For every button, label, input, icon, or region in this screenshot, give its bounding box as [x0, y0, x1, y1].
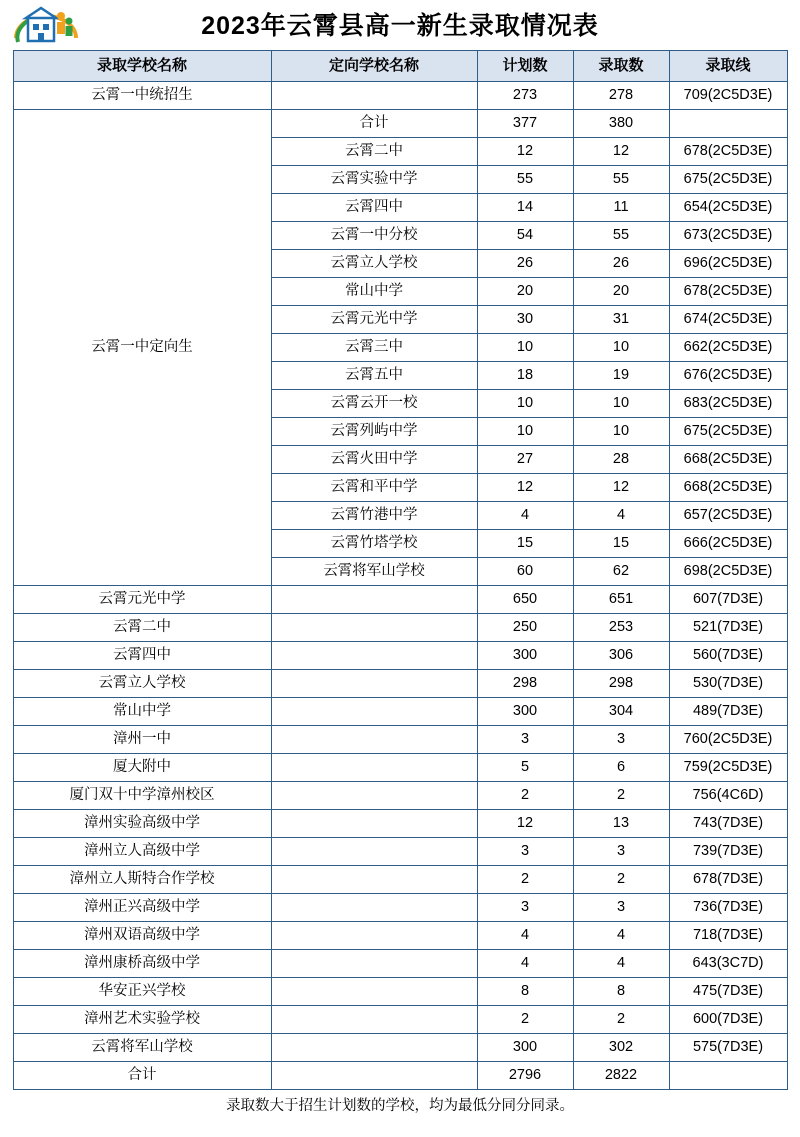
table-row [13, 754, 787, 782]
cell-target-school: 云霄五中 [271, 362, 477, 390]
cell-admitted: 380 [573, 110, 669, 138]
cell-plan: 10 [477, 390, 573, 418]
cell-plan: 3 [477, 726, 573, 754]
cell-admitted: 304 [573, 698, 669, 726]
cell-admitted: 3 [573, 726, 669, 754]
footnote: 录取数大于招生计划数的学校，均为最低分同分同录。 [226, 1098, 574, 1114]
cell-plan: 10 [477, 334, 573, 362]
cell-school: 华安正兴学校 [13, 978, 271, 1006]
cell-plan: 377 [477, 110, 573, 138]
table-row [13, 726, 787, 754]
cell-admitted: 26 [573, 250, 669, 278]
cell-plan: 60 [477, 558, 573, 586]
cell-line: 654(2C5D3E) [669, 194, 787, 222]
cell-target-school: 云霄云开一校 [271, 390, 477, 418]
cell-line: 666(2C5D3E) [669, 530, 787, 558]
cell-admitted: 302 [573, 1034, 669, 1062]
cell-target-school [271, 866, 477, 894]
cell-line: 607(7D3E) [669, 586, 787, 614]
cell-plan: 300 [477, 1034, 573, 1062]
cell-school: 漳州正兴高级中学 [13, 894, 271, 922]
cell-admitted: 2 [573, 782, 669, 810]
cell-plan: 273 [477, 82, 573, 110]
cell-admitted: 13 [573, 810, 669, 838]
cell-line: 736(7D3E) [669, 894, 787, 922]
cell-school: 云霄元光中学 [13, 586, 271, 614]
cell-admitted: 31 [573, 306, 669, 334]
cell-target-school: 云霄实验中学 [271, 166, 477, 194]
cell-line: 696(2C5D3E) [669, 250, 787, 278]
table-row [13, 614, 787, 642]
cell-target-school [271, 782, 477, 810]
cell-school: 云霄立人学校 [13, 670, 271, 698]
cell-target-school [271, 810, 477, 838]
cell-line: 668(2C5D3E) [669, 446, 787, 474]
cell-target-school [271, 838, 477, 866]
cell-plan: 55 [477, 166, 573, 194]
cell-line: 530(7D3E) [669, 670, 787, 698]
cell-line: 756(4C6D) [669, 782, 787, 810]
cell-plan: 12 [477, 138, 573, 166]
cell-plan: 298 [477, 670, 573, 698]
cell-admitted: 15 [573, 530, 669, 558]
cell-admitted: 12 [573, 138, 669, 166]
table-row [13, 894, 787, 922]
cell-plan: 650 [477, 586, 573, 614]
cell-target-school [271, 978, 477, 1006]
cell-target-school [271, 586, 477, 614]
cell-line: 683(2C5D3E) [669, 390, 787, 418]
cell-line [669, 110, 787, 138]
cell-line: 678(7D3E) [669, 866, 787, 894]
table-row [13, 1034, 787, 1062]
cell-target-school [271, 922, 477, 950]
cell-plan: 27 [477, 446, 573, 474]
cell-target-school [271, 754, 477, 782]
cell-plan: 10 [477, 418, 573, 446]
cell-admitted: 28 [573, 446, 669, 474]
cell-target-school: 云霄一中分校 [271, 222, 477, 250]
cell-admitted: 278 [573, 82, 669, 110]
cell-line: 676(2C5D3E) [669, 362, 787, 390]
cell-line: 643(3C7D) [669, 950, 787, 978]
column-header-school: 录取学校名称 [13, 51, 271, 82]
cell-target-school: 云霄和平中学 [271, 474, 477, 502]
cell-line: 698(2C5D3E) [669, 558, 787, 586]
cell-target-school [271, 614, 477, 642]
cell-plan: 4 [477, 950, 573, 978]
cell-target-school: 云霄立人学校 [271, 250, 477, 278]
cell-admitted: 62 [573, 558, 669, 586]
page-title: 2023年云霄县高一新生录取情况表 [201, 12, 599, 40]
cell-admitted: 4 [573, 922, 669, 950]
cell-plan: 2 [477, 782, 573, 810]
cell-plan: 300 [477, 642, 573, 670]
cell-target-school [271, 726, 477, 754]
cell-school: 常山中学 [13, 698, 271, 726]
cell-school: 云霄一中统招生 [13, 82, 271, 110]
cell-admitted: 10 [573, 390, 669, 418]
cell-line: 674(2C5D3E) [669, 306, 787, 334]
cell-target-school: 云霄火田中学 [271, 446, 477, 474]
cell-target-school: 云霄列屿中学 [271, 418, 477, 446]
column-header-admitted: 录取数 [573, 51, 669, 82]
table-header-row [13, 51, 787, 82]
page-header [0, 0, 800, 50]
cell-plan: 18 [477, 362, 573, 390]
cell-target-school [271, 1034, 477, 1062]
row-group-label: 云霄一中定向生 [13, 110, 271, 586]
cell-school: 漳州艺术实验学校 [13, 1006, 271, 1034]
cell-admitted: 11 [573, 194, 669, 222]
cell-target-school: 云霄元光中学 [271, 306, 477, 334]
cell-admitted: 298 [573, 670, 669, 698]
cell-target-school: 常山中学 [271, 278, 477, 306]
cell-line: 668(2C5D3E) [669, 474, 787, 502]
cell-admitted: 10 [573, 418, 669, 446]
cell-admitted: 20 [573, 278, 669, 306]
table-row [13, 642, 787, 670]
table-row [13, 810, 787, 838]
cell-school: 云霄将军山学校 [13, 1034, 271, 1062]
cell-plan: 12 [477, 474, 573, 502]
column-header-line: 录取线 [669, 51, 787, 82]
cell-admitted: 651 [573, 586, 669, 614]
cell-school: 漳州双语高级中学 [13, 922, 271, 950]
cell-plan: 3 [477, 838, 573, 866]
table-row [13, 838, 787, 866]
cell-admitted: 19 [573, 362, 669, 390]
column-header-target-school: 定向学校名称 [271, 51, 477, 82]
cell-admitted: 4 [573, 950, 669, 978]
cell-admitted: 55 [573, 166, 669, 194]
admissions-table [13, 50, 788, 1090]
cell-admitted: 306 [573, 642, 669, 670]
cell-admitted: 3 [573, 838, 669, 866]
cell-admitted: 6 [573, 754, 669, 782]
cell-admitted: 2 [573, 866, 669, 894]
cell-target-school: 云霄将军山学校 [271, 558, 477, 586]
cell-plan: 8 [477, 978, 573, 1006]
cell-admitted: 10 [573, 334, 669, 362]
cell-line: 759(2C5D3E) [669, 754, 787, 782]
cell-school: 漳州立人斯特合作学校 [13, 866, 271, 894]
table-row [13, 922, 787, 950]
cell-target-school [271, 894, 477, 922]
cell-admitted: 4 [573, 502, 669, 530]
cell-target-school: 云霄竹塔学校 [271, 530, 477, 558]
cell-school: 云霄四中 [13, 642, 271, 670]
cell-plan: 20 [477, 278, 573, 306]
table-row [13, 698, 787, 726]
table-row [13, 1062, 787, 1090]
table-row [13, 950, 787, 978]
cell-school: 合计 [13, 1062, 271, 1090]
cell-line: 600(7D3E) [669, 1006, 787, 1034]
cell-line: 673(2C5D3E) [669, 222, 787, 250]
cell-line [669, 1062, 787, 1090]
table-row [13, 586, 787, 614]
table-row [13, 82, 787, 110]
cell-line: 718(7D3E) [669, 922, 787, 950]
cell-plan: 2796 [477, 1062, 573, 1090]
table-row [13, 1006, 787, 1034]
cell-school: 漳州一中 [13, 726, 271, 754]
cell-admitted: 253 [573, 614, 669, 642]
cell-target-school: 云霄竹港中学 [271, 502, 477, 530]
cell-school: 厦门双十中学漳州校区 [13, 782, 271, 810]
cell-plan: 26 [477, 250, 573, 278]
column-header-plan: 计划数 [477, 51, 573, 82]
cell-line: 675(2C5D3E) [669, 418, 787, 446]
cell-target-school [271, 670, 477, 698]
cell-line: 743(7D3E) [669, 810, 787, 838]
cell-target-school [271, 1006, 477, 1034]
cell-target-school [271, 642, 477, 670]
cell-target-school [271, 950, 477, 978]
cell-plan: 54 [477, 222, 573, 250]
cell-plan: 300 [477, 698, 573, 726]
table-row [13, 110, 787, 138]
cell-line: 678(2C5D3E) [669, 278, 787, 306]
cell-target-school: 合计 [271, 110, 477, 138]
cell-line: 560(7D3E) [669, 642, 787, 670]
cell-admitted: 55 [573, 222, 669, 250]
cell-target-school: 云霄二中 [271, 138, 477, 166]
cell-plan: 2 [477, 866, 573, 894]
cell-line: 675(2C5D3E) [669, 166, 787, 194]
table-row [13, 670, 787, 698]
table-row [13, 782, 787, 810]
cell-line: 662(2C5D3E) [669, 334, 787, 362]
cell-target-school: 云霄三中 [271, 334, 477, 362]
cell-plan: 14 [477, 194, 573, 222]
cell-plan: 12 [477, 810, 573, 838]
cell-school: 漳州实验高级中学 [13, 810, 271, 838]
cell-line: 475(7D3E) [669, 978, 787, 1006]
cell-line: 521(7D3E) [669, 614, 787, 642]
cell-plan: 2 [477, 1006, 573, 1034]
cell-target-school: 云霄四中 [271, 194, 477, 222]
cell-admitted: 2822 [573, 1062, 669, 1090]
cell-school: 云霄二中 [13, 614, 271, 642]
cell-line: 657(2C5D3E) [669, 502, 787, 530]
cell-admitted: 3 [573, 894, 669, 922]
cell-target-school [271, 82, 477, 110]
cell-plan: 250 [477, 614, 573, 642]
cell-line: 760(2C5D3E) [669, 726, 787, 754]
cell-plan: 30 [477, 306, 573, 334]
cell-plan: 15 [477, 530, 573, 558]
cell-target-school [271, 1062, 477, 1090]
cell-admitted: 2 [573, 1006, 669, 1034]
table-row [13, 978, 787, 1006]
cell-plan: 3 [477, 894, 573, 922]
cell-plan: 5 [477, 754, 573, 782]
cell-plan: 4 [477, 922, 573, 950]
cell-line: 739(7D3E) [669, 838, 787, 866]
cell-school: 厦大附中 [13, 754, 271, 782]
cell-admitted: 12 [573, 474, 669, 502]
cell-target-school [271, 698, 477, 726]
cell-school: 漳州立人高级中学 [13, 838, 271, 866]
cell-admitted: 8 [573, 978, 669, 1006]
cell-line: 678(2C5D3E) [669, 138, 787, 166]
table-body [13, 82, 787, 1090]
cell-line: 709(2C5D3E) [669, 82, 787, 110]
cell-school: 漳州康桥高级中学 [13, 950, 271, 978]
cell-line: 489(7D3E) [669, 698, 787, 726]
cell-plan: 4 [477, 502, 573, 530]
cell-line: 575(7D3E) [669, 1034, 787, 1062]
table-row [13, 866, 787, 894]
